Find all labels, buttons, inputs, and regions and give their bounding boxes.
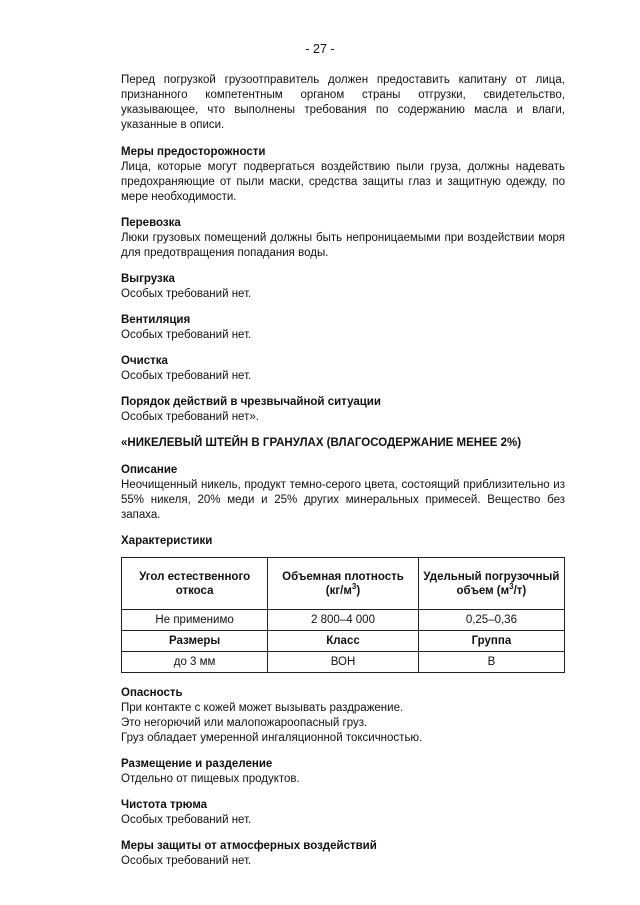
section-text: Особых требований нет. [121,855,252,867]
section-precautions [121,145,565,205]
table-cell: В [418,652,564,673]
section-clean-up [121,354,565,384]
section-ventilation [121,313,565,343]
table-cell: ВОН [268,652,419,673]
header-cell-stowage-factor: Удельный погрузочный объем $(м^3/т)$ [418,558,564,610]
section-text: Особых требований нет». [121,411,259,423]
table-cell: Не применимо [122,610,268,631]
section-heading: Описание [121,464,178,476]
header-cell-class: Класс [268,631,419,652]
section-heading: Характеристики [121,535,213,547]
page-content [121,73,565,880]
characteristics-table [121,557,565,673]
table-cell: 0,25–0,36 [418,610,564,631]
section-heading: Перевозка [121,217,181,229]
section-heading: Опасность [121,687,183,699]
section-hold-cleanliness [121,798,565,828]
hazard-line: Это негорючий или малопожароопасный груз. [121,717,368,729]
section-characteristics [121,534,565,673]
section-text: Особых требований нет. [121,288,252,300]
cargo-title: «НИКЕЛЕВЫЙ ШТЕЙН В ГРАНУЛАХ (ВЛАГОСОДЕРЖАНИЕ МЕНЕЕ 2%) [121,437,522,449]
header-cell-angle: Угол естественного откоса [122,558,268,610]
section-heading: Размещение и разделение [121,758,273,770]
table-row [122,652,565,673]
section-heading: Выгрузка [121,273,175,285]
section-hazard [121,686,565,746]
header-cell-group: Группа [418,631,564,652]
section-heading: Очистка [121,355,168,367]
section-heading: Меры защиты от атмосферных воздействий [121,840,377,852]
section-text: Особых требований нет. [121,370,252,382]
section-description [121,463,565,523]
section-stowage [121,757,565,787]
section-text: Люки грузовых помещений должны быть непроницаемыми при воздействии моря для предотвращения попадания воды. [121,232,565,259]
table-row [122,610,565,631]
hazard-line: При контакте с кожей может вызывать раздражение. [121,702,404,714]
section-text: Особых требований нет. [121,814,252,826]
table-cell: 2 800–4 000 [268,610,419,631]
section-carriage [121,216,565,261]
section-emergency [121,395,565,425]
page-number: - 27 - [305,42,335,56]
section-heading: Порядок действий в чрезвычайной ситуации [121,396,381,408]
section-heading: Чистота трюма [121,799,208,811]
header-cell-size: Размеры [122,631,268,652]
section-heading: Меры предосторожности [121,146,266,158]
section-heading: Вентиляция [121,314,191,326]
header-cell-density: Объемная плотность $(кг/м^3)$ [268,558,419,610]
section-discharge [121,272,565,302]
section-text: Отдельно от пищевых продуктов. [121,773,300,785]
section-weather-precautions [121,839,565,869]
table-cell: до 3 мм [122,652,268,673]
section-text: Особых требований нет. [121,329,252,341]
table-header-row [122,631,565,652]
table-header-row [122,558,565,610]
section-text: Неочищенный никель, продукт темно-серого цвета, состоящий приблизительно из 55% никеля, 20% меди и 25% других минеральных примесей. Вещество без запаха. [121,479,565,521]
intro-paragraph: Перед погрузкой грузоотправитель должен предоставить капитану от лица, признанного компетентным органом страны отгрузки, свидетельство, указывающее, что выполнены требования по содержанию масла и влаги, указанные в описи. [121,74,565,131]
section-text: Лица, которые могут подвергаться воздействию пыли груза, должны надевать предохраняющие от пыли маски, средства защиты глаз и защитную одежду, по мере необходимости. [121,161,565,203]
hazard-line: Груз обладает умеренной ингаляционной токсичностью. [121,732,423,744]
